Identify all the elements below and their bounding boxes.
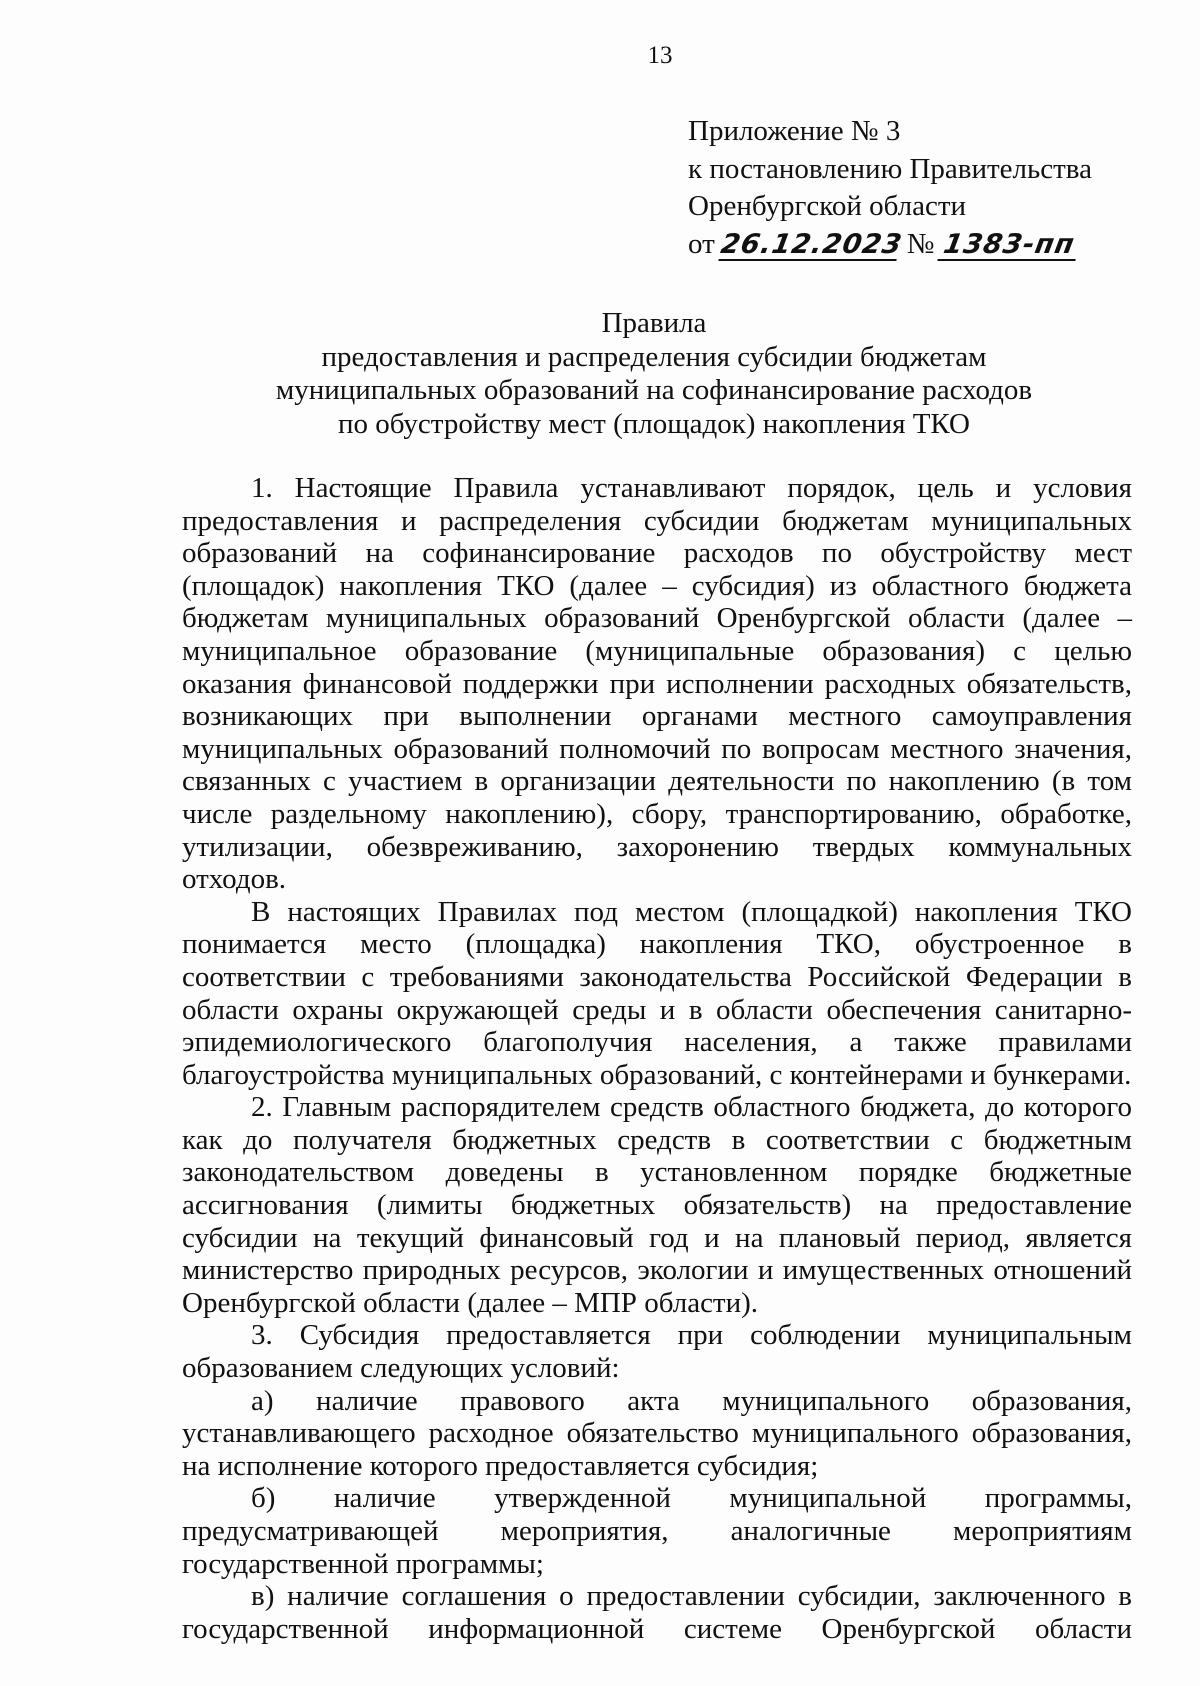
paragraph-5: а) наличие правового акта муниципального образования, устанавливающего расходное обязательство муниципального образования, на исполнение которого предоставляется субсидия; bbox=[182, 1384, 1132, 1482]
document-title bbox=[180, 307, 1128, 441]
page-number: 13 bbox=[647, 42, 673, 69]
handwritten-date: 26.12.2023 bbox=[718, 228, 905, 260]
handwritten-number: 1383-пп bbox=[938, 231, 1081, 261]
appendix-line-2: к постановлению Правительства bbox=[688, 152, 1092, 185]
number-sign: № bbox=[906, 227, 935, 260]
appendix-line-3: Оренбургской области bbox=[688, 190, 967, 222]
paragraph-6: б) наличие утвержденной муниципальной программы, предусматривающей мероприятия, аналогичные мероприятиям государственной программы; bbox=[182, 1482, 1132, 1580]
title-line-1: Правила bbox=[601, 307, 707, 339]
paragraph-2: В настоящих Правилах под местом (площадкой) накопления ТКО понимается место (площадка) накопления ТКО, обустроенное в соответствии с требованиями законодательства Российской Федерации в области охраны окружающей среды и в области обеспечения санитарно-эпидемиологического благополучия населения, а также правилами благоустройства муниципальных образований, с контейнерами и бункерами. bbox=[182, 895, 1132, 1091]
document-body bbox=[182, 472, 1132, 1645]
paragraph-7: в) наличие соглашения о предоставлении субсидии, заключенного в государственной информационной системе Оренбургской области bbox=[182, 1580, 1132, 1645]
title-line-2: предоставления и распределения субсидии бюджетам bbox=[321, 340, 987, 373]
appendix-date-line bbox=[688, 226, 1108, 264]
title-line-4: по обустройству мест (площадок) накопления ТКО bbox=[338, 407, 970, 440]
appendix-line-1: Приложение № 3 bbox=[688, 115, 901, 147]
paragraph-1: 1. Настоящие Правила устанавливают порядок, цель и условия предоставления и распределения субсидии бюджетам муниципальных образований на софинансирование расходов по обустройству мест (площадок) накопления ТКО (далее – субсидия) из областного бюджета бюджетам муниципальных образований Оренбургской области (далее – муниципальное образование (муниципальные образования) с целью оказания финансовой поддержки при исполнении расходных обязательств, возникающих при выполнении органами местного самоуправления муниципальных образований полномочий по вопросам местного значения, связанных с участием в организации деятельности по накоплению (в том числе раздельному накоплению), сбору, транспортированию, обработке, утилизации, обезвреживанию, захоронению твердых коммунальных отходов. bbox=[182, 472, 1132, 896]
appendix-header bbox=[688, 113, 1108, 263]
paragraph-4: 3. Субсидия предоставляется при соблюдении муниципальным образованием следующих условий: bbox=[182, 1319, 1132, 1385]
title-line-3: муниципальных образований на софинансирование расходов bbox=[275, 374, 1033, 406]
date-prefix: от bbox=[688, 227, 715, 260]
paragraph-3: 2. Главным распорядителем средств областного бюджета, до которого как до получателя бюджетных средств в соответствии с бюджетным законодательством доведены в установленном порядке бюджетные ассигнования (лимиты бюджетных обязательств) на предоставление субсидии на текущий финансовый год и на плановый период, является министерство природных ресурсов, экологии и имущественных отношений Оренбургской области (далее – МПР области). bbox=[182, 1091, 1132, 1319]
